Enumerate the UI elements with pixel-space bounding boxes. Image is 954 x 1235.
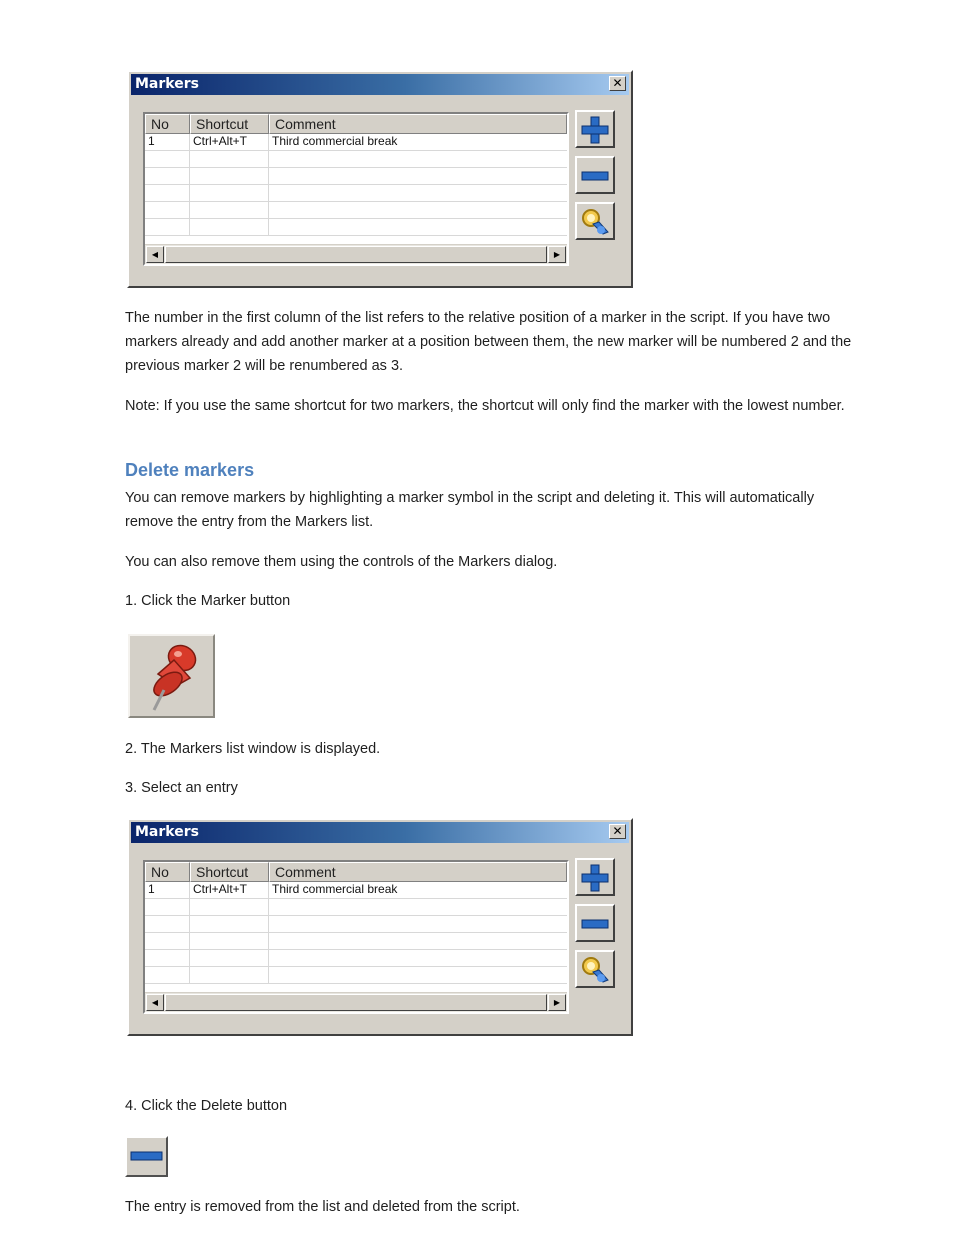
pushpin-icon — [130, 636, 213, 716]
paragraph-remove-with-dialog: You can also remove them using the controls of the Markers dialog. — [125, 554, 558, 570]
list-header — [145, 114, 567, 134]
cell-comment — [269, 185, 567, 202]
add-marker-button[interactable] — [575, 110, 615, 148]
paragraph-shortcut-note: Note: If you use the same shortcut for two markers, the shortcut will only find the marker with the lowest number. — [125, 398, 845, 414]
minus-icon — [127, 1138, 166, 1175]
paragraph-marker-numbering: The number in the first column of the list refers to the relative position of a marker in the script. If you have two markers already and add another marker at a position between them, the new marker will be numbered 2 and the previous marker 2 will be renumbered as 3. — [125, 310, 852, 374]
cell-shortcut: Ctrl+Alt+T — [190, 134, 269, 151]
close-button[interactable]: ✕ — [609, 76, 626, 91]
step-1: 1. Click the Marker button — [125, 593, 291, 609]
cell-comment — [269, 168, 567, 185]
scroll-left-button[interactable]: ◀ — [146, 246, 164, 263]
cell-no — [145, 916, 190, 933]
cell-comment — [269, 202, 567, 219]
cell-comment: Third commercial break — [272, 882, 398, 896]
scroll-right-button[interactable]: ▶ — [548, 994, 566, 1011]
minus-icon — [579, 160, 611, 192]
cell-shortcut: Ctrl+Alt+T — [190, 882, 269, 899]
cell-no: 1 — [145, 134, 190, 151]
cell-shortcut — [190, 967, 269, 984]
add-marker-button[interactable] — [575, 858, 615, 896]
delete-marker-button[interactable] — [575, 156, 615, 194]
table-row[interactable] — [145, 219, 567, 236]
table-row[interactable] — [145, 202, 567, 219]
cell-shortcut — [190, 950, 269, 967]
step-4: 4. Click the Delete button — [125, 1098, 288, 1114]
cell-no — [145, 933, 190, 950]
cell-no — [145, 967, 190, 984]
horizontal-scrollbar[interactable] — [145, 244, 567, 264]
table-row[interactable] — [145, 916, 567, 933]
cell-no — [145, 168, 190, 185]
cell-no: 1 — [145, 882, 190, 899]
cell-no — [145, 151, 190, 168]
cell-shortcut — [190, 219, 269, 236]
section-heading-delete-markers: Delete markers — [125, 460, 255, 480]
horizontal-scrollbar[interactable] — [145, 992, 567, 1012]
cell-comment — [269, 967, 567, 984]
cell-comment — [269, 950, 567, 967]
cell-shortcut — [190, 899, 269, 916]
cell-comment — [269, 916, 567, 933]
cell-no — [145, 899, 190, 916]
plus-icon — [579, 862, 611, 894]
column-header-shortcut[interactable]: Shortcut — [190, 114, 269, 134]
cell-shortcut — [190, 151, 269, 168]
markers-dialog — [127, 70, 633, 288]
column-header-no[interactable]: No — [145, 114, 190, 134]
column-header-comment[interactable]: Comment — [269, 114, 567, 134]
table-row[interactable] — [145, 168, 567, 185]
cell-comment — [269, 219, 567, 236]
cell-comment — [269, 151, 567, 168]
table-row[interactable] — [145, 151, 567, 168]
dialog-titlebar — [131, 74, 629, 95]
marker-button[interactable] — [128, 634, 215, 718]
cell-shortcut — [190, 933, 269, 950]
scroll-right-button[interactable]: ▶ — [548, 246, 566, 263]
table-row[interactable] — [145, 933, 567, 950]
column-header-comment[interactable]: Comment — [269, 862, 567, 882]
scrollbar-thumb[interactable] — [165, 246, 547, 263]
dialog-title: Markers — [135, 824, 199, 840]
cell-no — [145, 219, 190, 236]
markers-dialog — [127, 818, 633, 1036]
scrollbar-thumb[interactable] — [165, 994, 547, 1011]
find-marker-button[interactable] — [575, 950, 615, 988]
table-row[interactable] — [145, 134, 567, 151]
list-rows — [145, 134, 567, 236]
cell-no — [145, 202, 190, 219]
find-marker-button[interactable] — [575, 202, 615, 240]
scroll-left-button[interactable]: ◀ — [146, 994, 164, 1011]
column-header-shortcut[interactable]: Shortcut — [190, 862, 269, 882]
dialog-titlebar — [131, 822, 629, 843]
cell-shortcut — [190, 202, 269, 219]
cell-no — [145, 950, 190, 967]
step-2: 2. The Markers list window is displayed. — [125, 741, 381, 757]
markers-list[interactable] — [143, 860, 569, 1014]
table-row[interactable] — [145, 185, 567, 202]
find-marker-icon — [579, 206, 611, 238]
markers-list[interactable] — [143, 112, 569, 266]
cell-shortcut — [190, 916, 269, 933]
table-row[interactable] — [145, 950, 567, 967]
cell-comment: Third commercial break — [272, 134, 398, 148]
minus-icon — [579, 908, 611, 940]
table-row[interactable] — [145, 882, 567, 899]
cell-comment — [269, 899, 567, 916]
dialog-title: Markers — [135, 76, 199, 92]
table-row[interactable] — [145, 967, 567, 984]
column-header-no[interactable]: No — [145, 862, 190, 882]
list-header — [145, 862, 567, 882]
list-rows — [145, 882, 567, 984]
plus-icon — [579, 114, 611, 146]
close-button[interactable]: ✕ — [609, 824, 626, 839]
table-row[interactable] — [145, 899, 567, 916]
paragraph-remove-by-highlight: You can remove markers by highlighting a marker symbol in the script and deleting it. This will automatically remove the entry from the Markers list. — [125, 490, 815, 530]
cell-shortcut — [190, 185, 269, 202]
cell-comment — [269, 933, 567, 950]
step-3: 3. Select an entry — [125, 780, 238, 796]
cell-shortcut — [190, 168, 269, 185]
delete-button[interactable] — [125, 1136, 168, 1177]
delete-marker-button[interactable] — [575, 904, 615, 942]
paragraph-result: The entry is removed from the list and deleted from the script. — [125, 1199, 520, 1215]
cell-no — [145, 185, 190, 202]
find-marker-icon — [579, 954, 611, 986]
